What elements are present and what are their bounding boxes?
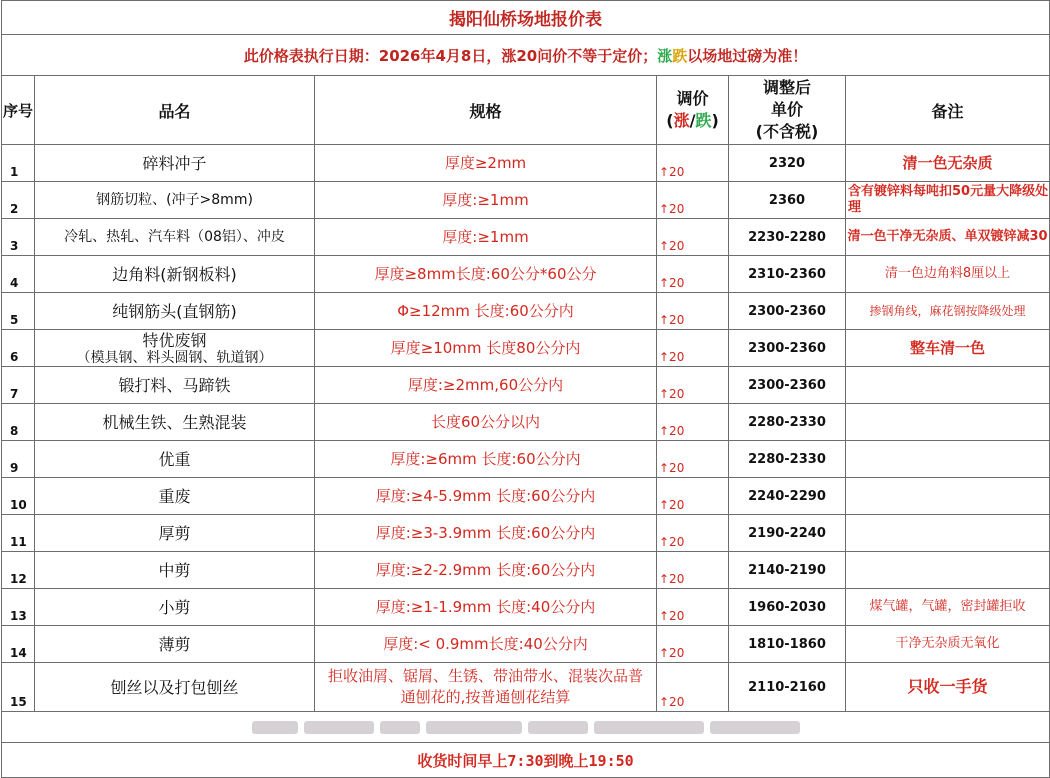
notice-text-2: 以场地过磅为准！ xyxy=(687,46,808,65)
row-name: 钢筋切粒、(冲子>8mm) xyxy=(35,182,315,219)
header-adjust xyxy=(657,76,729,145)
row-adjust: ↑20 xyxy=(657,626,729,663)
table-row xyxy=(2,256,1050,293)
row-note: 整车清一色 xyxy=(846,330,1050,367)
notice-rise: 涨 xyxy=(657,46,673,65)
row-note: 煤气罐，气罐，密封罐拒收 xyxy=(846,589,1050,626)
row-name: 碎料冲子 xyxy=(35,145,315,182)
row-spec: 厚度:≥1-1.9mm 长度:40公分内 xyxy=(315,589,657,626)
row-adjust: ↑20 xyxy=(657,515,729,552)
row-no: 14 xyxy=(2,626,35,663)
header-name: 品名 xyxy=(35,76,315,145)
row-name: 边角料(新钢板料) xyxy=(35,256,315,293)
row-adjust: ↑20 xyxy=(657,293,729,330)
row-adjust: ↑20 xyxy=(657,182,729,219)
header-note: 备注 xyxy=(846,76,1050,145)
row-name-sub: （模具钢、料头圆钢、轨道钢） xyxy=(76,349,273,366)
row-name: 薄剪 xyxy=(35,626,315,663)
row-name: 冷轧、热轧、汽车料（08铝）、冲皮 xyxy=(35,219,315,256)
table-row xyxy=(2,145,1050,182)
header-row xyxy=(2,76,1050,145)
row-no: 4 xyxy=(2,256,35,293)
row-note xyxy=(846,478,1050,515)
header-no: 序号 xyxy=(2,76,35,145)
execution-date-notice xyxy=(2,35,1050,76)
row-spec: 厚度:≥4-5.9mm 长度:60公分内 xyxy=(315,478,657,515)
header-adjust-rise: 涨 xyxy=(673,111,690,130)
row-adjust: ↑20 xyxy=(657,145,729,182)
row-note: 干净无杂质无氧化 xyxy=(846,626,1050,663)
row-no: 11 xyxy=(2,515,35,552)
row-name: 刨丝以及打包刨丝 xyxy=(35,663,315,712)
row-note xyxy=(846,515,1050,552)
row-spec: 厚度:≥6mm 长度:60公分内 xyxy=(315,441,657,478)
header-adjust-paren-close: ) xyxy=(711,111,719,130)
row-adjust: ↑20 xyxy=(657,441,729,478)
row-no: 8 xyxy=(2,404,35,441)
row-adjust: ↑20 xyxy=(657,478,729,515)
row-name: 厚剪 xyxy=(35,515,315,552)
row-spec: 厚度:≥1mm xyxy=(315,219,657,256)
row-spec: 厚度:< 0.9mm长度:40公分内 xyxy=(315,626,657,663)
row-name: 优重 xyxy=(35,441,315,478)
row-adjust: ↑20 xyxy=(657,663,729,712)
table-row xyxy=(2,589,1050,626)
row-adjust: ↑20 xyxy=(657,552,729,589)
row-name-main: 特优废钢 xyxy=(142,330,207,350)
table-row xyxy=(2,367,1050,404)
row-no: 6 xyxy=(2,330,35,367)
header-price-line2: 单价 xyxy=(770,100,803,119)
row-name: 重废 xyxy=(35,478,315,515)
row-note xyxy=(846,367,1050,404)
row-name: 机械生铁、生熟混装 xyxy=(35,404,315,441)
row-name: 中剪 xyxy=(35,552,315,589)
row-spec: 长度60公分以内 xyxy=(315,404,657,441)
table-row xyxy=(2,552,1050,589)
row-note: 掺钢角线，麻花钢按降级处理 xyxy=(846,293,1050,330)
row-adjust: ↑20 xyxy=(657,404,729,441)
row-note: 清一色干净无杂质、单双镀锌减30 xyxy=(846,219,1050,256)
header-price xyxy=(729,76,846,145)
row-note xyxy=(846,404,1050,441)
row-adjust: ↑20 xyxy=(657,219,729,256)
row-no: 5 xyxy=(2,293,35,330)
row-price: 2280-2330 xyxy=(729,441,846,478)
table-row xyxy=(2,404,1050,441)
table-row xyxy=(2,330,1050,367)
sheet-title: 揭阳仙桥场地报价表 xyxy=(2,1,1050,35)
row-spec: 厚度≥8mm长度:60公分*60公分 xyxy=(315,256,657,293)
header-adjust-paren-open: ( xyxy=(666,111,674,130)
row-spec: 拒收油屑、锯屑、生锈、带油带水、混装次品普通刨花的,按普通刨花结算 xyxy=(315,663,657,712)
table-row xyxy=(2,663,1050,712)
table-row xyxy=(2,478,1050,515)
row-price: 2310-2360 xyxy=(729,256,846,293)
row-adjust: ↑20 xyxy=(657,589,729,626)
row-note: 清一色无杂质 xyxy=(846,145,1050,182)
row-price: 2360 xyxy=(729,182,846,219)
row-name: 纯钢筋头(直钢筋) xyxy=(35,293,315,330)
row-note xyxy=(846,441,1050,478)
header-adjust-fall: 跌 xyxy=(695,111,712,130)
table-row xyxy=(2,219,1050,256)
row-no: 3 xyxy=(2,219,35,256)
table-row xyxy=(2,293,1050,330)
row-no: 7 xyxy=(2,367,35,404)
price-table xyxy=(1,0,1050,778)
row-spec: 厚度:≥3-3.9mm 长度:60公分内 xyxy=(315,515,657,552)
table-row xyxy=(2,515,1050,552)
header-price-line1: 调整后 xyxy=(762,78,811,97)
row-price: 2140-2190 xyxy=(729,552,846,589)
row-price: 2230-2280 xyxy=(729,219,846,256)
row-price: 2240-2290 xyxy=(729,478,846,515)
row-price: 2280-2330 xyxy=(729,404,846,441)
row-no: 1 xyxy=(2,145,35,182)
row-note: 含有镀锌料每吨扣50元量大降级处理 xyxy=(846,182,1050,219)
row-no: 9 xyxy=(2,441,35,478)
row-spec: Φ≥12mm 长度:60公分内 xyxy=(315,293,657,330)
row-no: 13 xyxy=(2,589,35,626)
row-spec: 厚度≥10mm 长度80公分内 xyxy=(315,330,657,367)
row-price: 2300-2360 xyxy=(729,330,846,367)
row-adjust: ↑20 xyxy=(657,330,729,367)
row-price: 2300-2360 xyxy=(729,367,846,404)
row-price: 2320 xyxy=(729,145,846,182)
row-note: 只收一手货 xyxy=(846,663,1050,712)
row-no: 10 xyxy=(2,478,35,515)
row-name: 锻打料、马蹄铁 xyxy=(35,367,315,404)
row-price: 2190-2240 xyxy=(729,515,846,552)
row-price: 2300-2360 xyxy=(729,293,846,330)
row-adjust: ↑20 xyxy=(657,367,729,404)
header-spec: 规格 xyxy=(315,76,657,145)
notice-fall: 跌 xyxy=(672,46,688,65)
blurred-contact-info xyxy=(252,721,800,734)
row-price: 2110-2160 xyxy=(729,663,846,712)
header-price-line3: (不含税) xyxy=(755,122,819,141)
row-note xyxy=(846,552,1050,589)
table-row xyxy=(2,182,1050,219)
row-price: 1810-1860 xyxy=(729,626,846,663)
table-row xyxy=(2,626,1050,663)
header-adjust-label: 调价 xyxy=(676,89,709,108)
table-row xyxy=(2,441,1050,478)
row-no: 15 xyxy=(2,663,35,712)
row-spec: 厚度:≥2-2.9mm 长度:60公分内 xyxy=(315,552,657,589)
blurred-contact-row xyxy=(2,712,1050,743)
header-adjust-slash: / xyxy=(689,111,696,130)
row-name xyxy=(35,330,315,367)
row-price: 1960-2030 xyxy=(729,589,846,626)
row-name: 小剪 xyxy=(35,589,315,626)
row-note: 清一色边角料8厘以上 xyxy=(846,256,1050,293)
row-no: 12 xyxy=(2,552,35,589)
row-spec: 厚度≥2mm xyxy=(315,145,657,182)
receiving-hours: 收货时间早上7:30到晚上19:50 xyxy=(2,743,1050,778)
notice-text-1: 此价格表执行日期：2026年4月8日，涨20问价不等于定价； xyxy=(243,46,658,65)
row-adjust: ↑20 xyxy=(657,256,729,293)
row-spec: 厚度:≥1mm xyxy=(315,182,657,219)
row-no: 2 xyxy=(2,182,35,219)
row-spec: 厚度:≥2mm,60公分内 xyxy=(315,367,657,404)
